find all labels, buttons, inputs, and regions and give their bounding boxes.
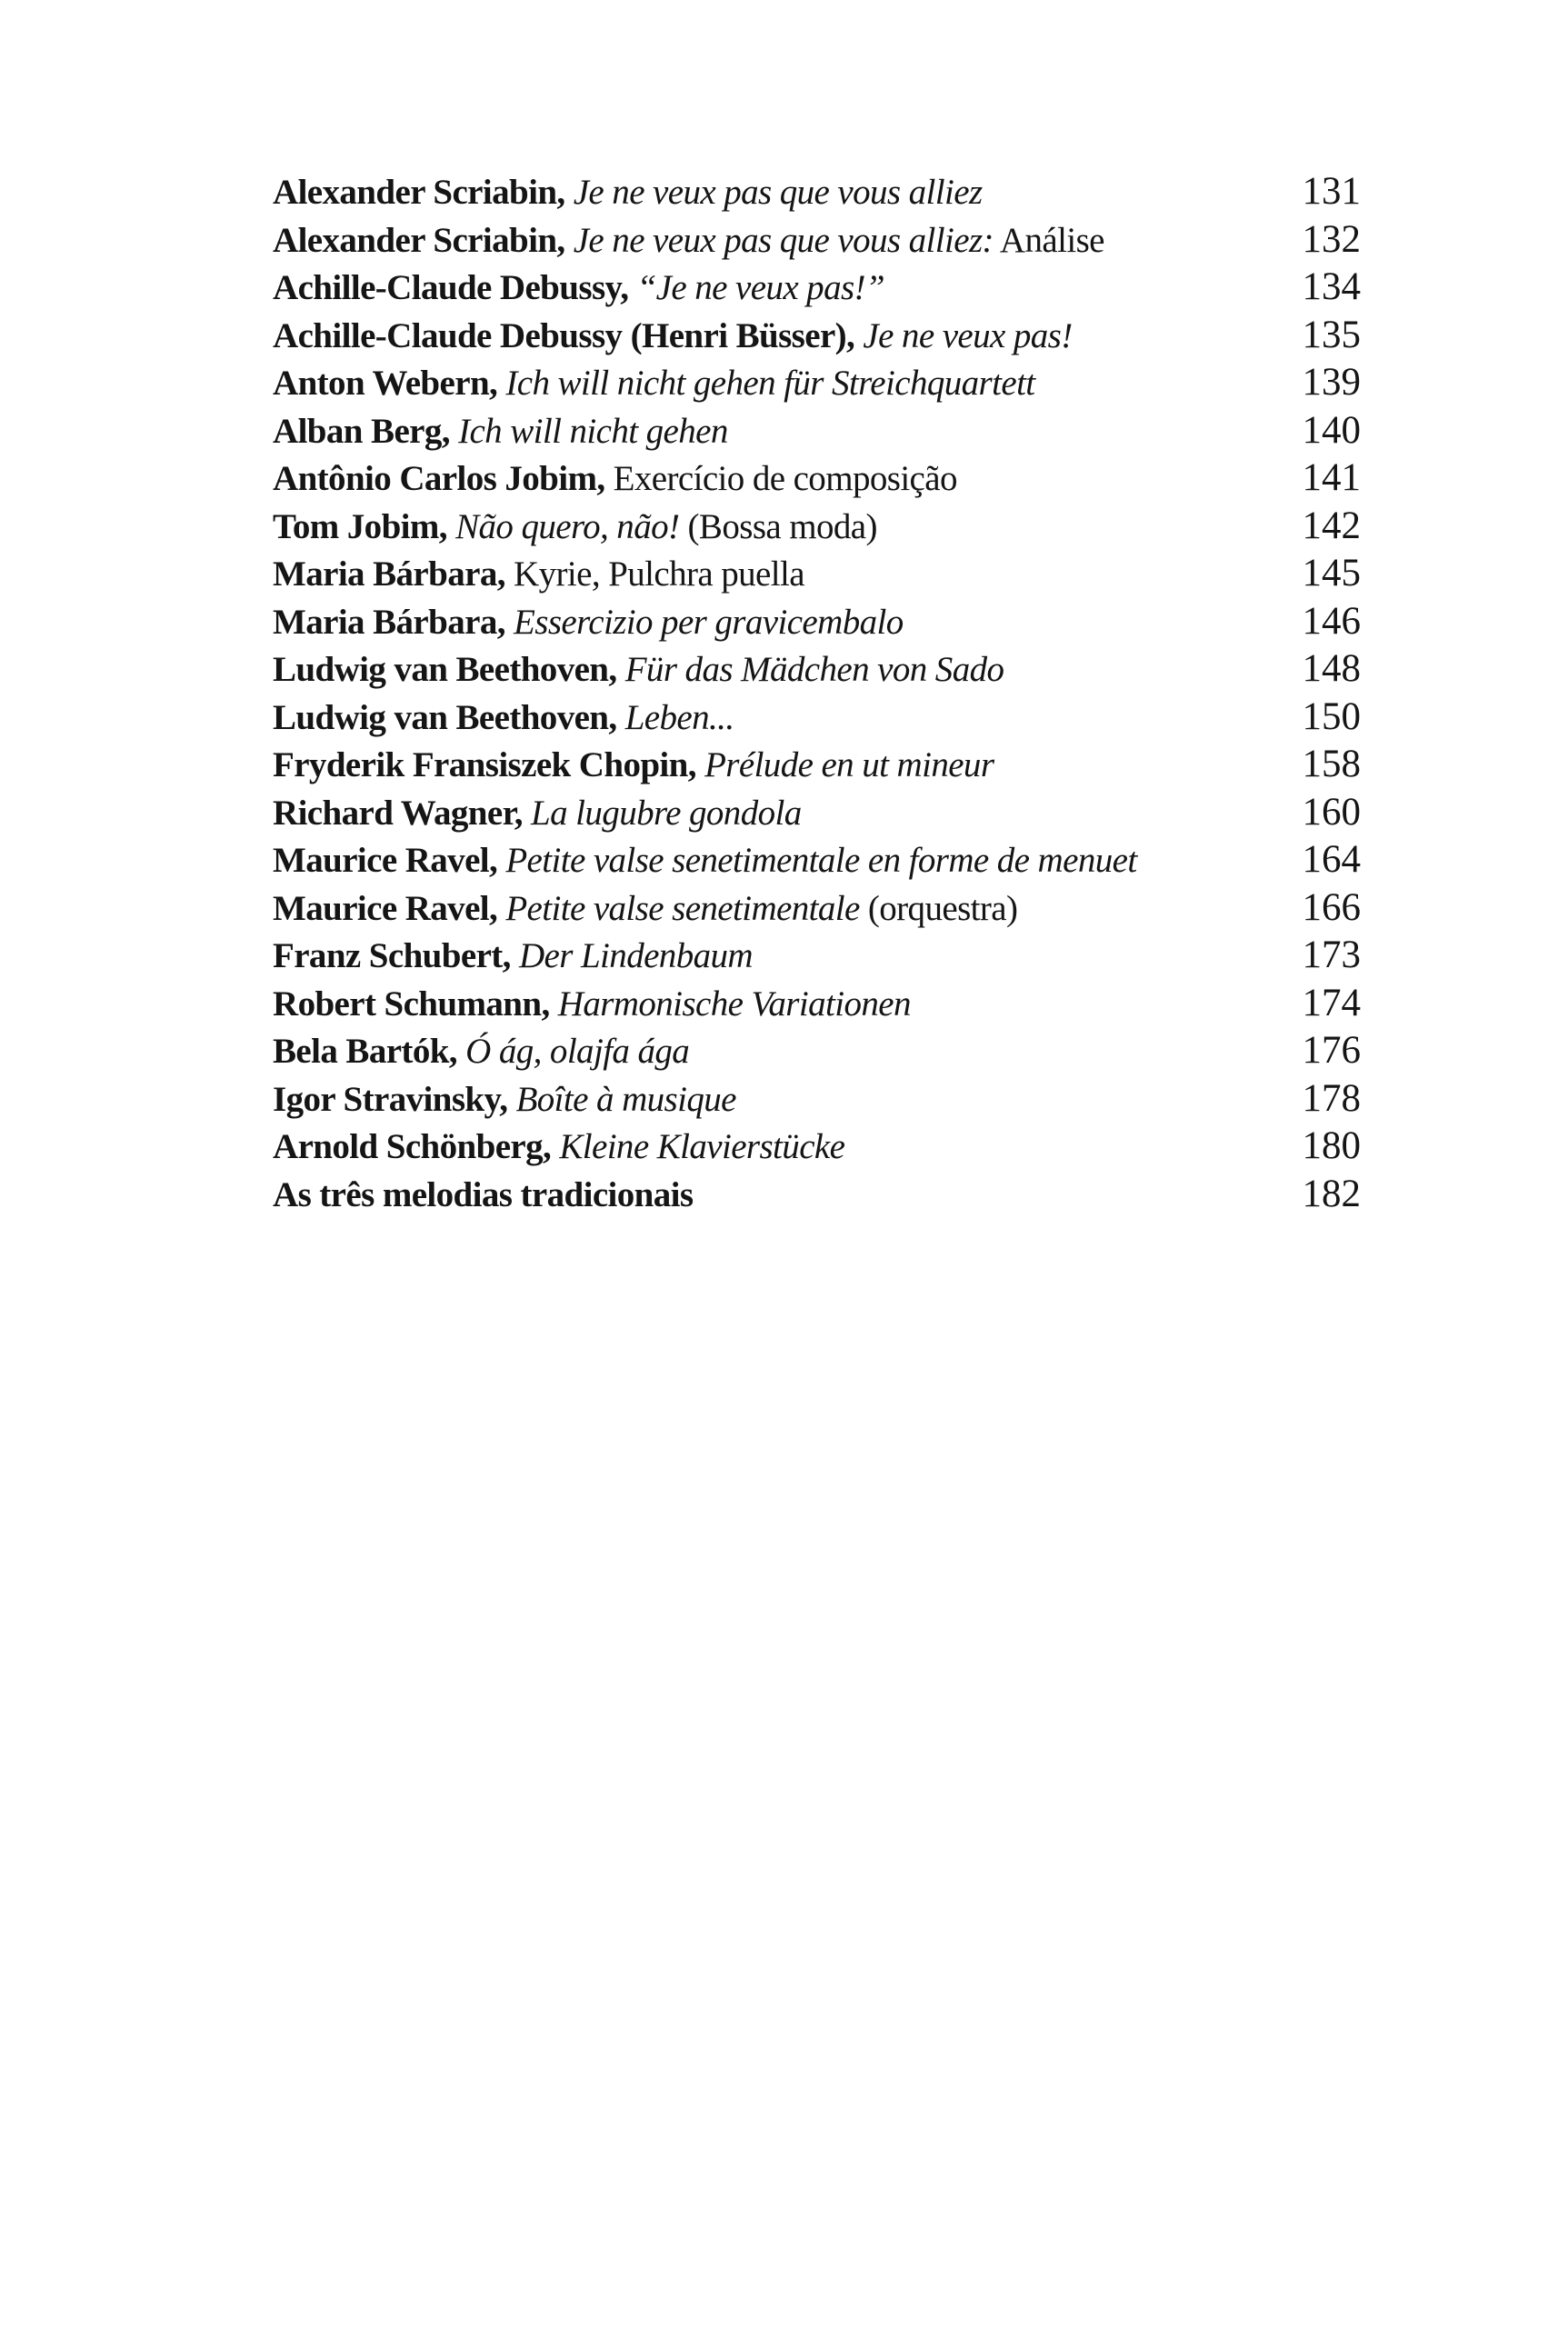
page-number: 132 — [1302, 217, 1361, 261]
page-number: 141 — [1302, 456, 1361, 499]
toc-entry — [273, 265, 1361, 313]
toc-entry — [273, 599, 1361, 647]
toc-entry — [273, 885, 1361, 934]
composer-name: Alexander Scriabin, — [273, 173, 574, 212]
entry-text — [273, 1126, 844, 1167]
entry-text — [273, 840, 1137, 881]
page-number: 164 — [1302, 838, 1361, 881]
toc-entry — [273, 933, 1361, 981]
composer-name: Anton Webern, — [273, 364, 506, 403]
work-title-italic: Der Lindenbaum — [518, 936, 753, 975]
composer-name: Maurice Ravel, — [273, 888, 506, 928]
composer-name: Achille-Claude Debussy, — [273, 268, 637, 307]
toc-entry — [273, 790, 1361, 838]
page-number: 158 — [1302, 743, 1361, 785]
work-title-italic: Prélude en ut mineur — [704, 745, 994, 784]
work-title-italic: Petite valse senetimentale en forme de menuet — [505, 841, 1137, 880]
composer-name: Ludwig van Beethoven, — [273, 697, 625, 737]
entry-text — [273, 411, 728, 452]
entry-text — [273, 220, 1104, 261]
toc-page — [273, 169, 1361, 1219]
work-title-italic: La lugubre gondola — [531, 793, 802, 833]
composer-name: Antônio Carlos Jobim, — [273, 459, 614, 498]
composer-name: Igor Stravinsky, — [273, 1079, 516, 1119]
work-title-roman: (orquestra) — [859, 888, 1018, 928]
page-number: 135 — [1302, 313, 1361, 356]
work-title-italic: Kleine Klavierstücke — [559, 1127, 845, 1166]
toc-entry — [273, 742, 1361, 790]
composer-name: Bela Bartók, — [273, 1032, 466, 1071]
page-number: 142 — [1302, 504, 1361, 547]
toc-entry — [273, 360, 1361, 408]
work-title-italic: Je ne veux pas que vous alliez: — [573, 220, 994, 260]
composer-name: Fryderik Fransiszek Chopin, — [273, 745, 705, 784]
entry-text — [273, 744, 994, 785]
work-title-italic: Não quero, não! — [455, 506, 680, 546]
page-number: 150 — [1302, 694, 1361, 738]
toc-entry — [273, 408, 1361, 456]
page-number: 139 — [1302, 361, 1361, 404]
work-title-italic: Ich will nicht gehen — [458, 411, 728, 451]
entry-text — [273, 363, 1035, 404]
page-number: 131 — [1302, 170, 1361, 213]
page-number: 160 — [1302, 790, 1361, 834]
composer-name: Arnold Schönberg, — [273, 1127, 560, 1166]
composer-name: Robert Schumann, — [273, 984, 558, 1024]
entry-text — [273, 506, 877, 547]
composer-name: Maria Bárbara, — [273, 602, 514, 642]
composer-name: Alban Berg, — [273, 411, 459, 451]
toc-entry — [273, 169, 1361, 217]
entry-text — [273, 172, 983, 213]
toc-entry — [273, 504, 1361, 552]
entry-text — [273, 697, 734, 738]
work-title-italic: Leben... — [624, 697, 734, 737]
work-title-roman: Análise — [993, 220, 1104, 260]
entry-text — [273, 984, 911, 1024]
toc-entry — [273, 694, 1361, 743]
page-number: 166 — [1302, 885, 1361, 929]
work-title-italic: Petite valse senetimentale — [505, 888, 860, 928]
entry-text — [273, 1031, 689, 1072]
page-number: 173 — [1302, 934, 1361, 976]
work-title-italic: Ich will nicht gehen für Streichquartett — [505, 364, 1035, 403]
entry-text — [273, 888, 1017, 929]
entry-text — [273, 554, 804, 594]
entry-text — [273, 602, 904, 643]
toc-entry — [273, 981, 1361, 1029]
entry-text — [273, 793, 802, 834]
entry-text — [273, 1174, 693, 1215]
work-title-italic: Je ne veux pas que vous alliez — [573, 173, 983, 212]
page-number: 146 — [1302, 599, 1361, 643]
page-number: 178 — [1302, 1076, 1361, 1120]
composer-name: Richard Wagner, — [273, 793, 532, 833]
toc-entry — [273, 313, 1361, 361]
work-title-italic: Je ne veux pas! — [863, 315, 1073, 355]
entry-text — [273, 935, 753, 976]
work-title-italic: Essercizio per gravicembalo — [514, 602, 904, 642]
work-title-roman: (Bossa moda) — [679, 506, 877, 546]
work-title-italic: Ó ág, olajfa ága — [465, 1032, 690, 1071]
entry-text — [273, 315, 1073, 356]
entry-text — [273, 1079, 736, 1120]
work-title-italic: Für das Mädchen von Sado — [624, 650, 1004, 689]
toc-entry — [273, 837, 1361, 885]
page-number: 180 — [1302, 1124, 1361, 1167]
work-title-italic: Boîte à musique — [515, 1079, 736, 1119]
page-number: 148 — [1302, 647, 1361, 690]
entry-text — [273, 267, 884, 308]
composer-name: Achille-Claude Debussy (Henri Büsser), — [273, 315, 864, 355]
toc-entry — [273, 1124, 1361, 1172]
composer-name: Ludwig van Beethoven, — [273, 650, 625, 689]
page-number: 145 — [1302, 552, 1361, 594]
composer-name: As três melodias tradicionais — [273, 1174, 694, 1214]
composer-name: Tom Jobim, — [273, 506, 456, 546]
toc-entry — [273, 646, 1361, 694]
page-number: 174 — [1302, 981, 1361, 1024]
page-number: 140 — [1302, 408, 1361, 452]
composer-name: Franz Schubert, — [273, 936, 519, 975]
toc-entry — [273, 1172, 1361, 1220]
entry-text — [273, 649, 1004, 690]
toc-entry — [273, 1076, 1361, 1124]
composer-name: Maria Bárbara, — [273, 554, 514, 594]
work-title-roman: Exercício de composição — [613, 459, 957, 498]
toc-entry — [273, 1028, 1361, 1076]
composer-name: Maurice Ravel, — [273, 841, 506, 880]
page-number: 176 — [1302, 1029, 1361, 1072]
toc-entry — [273, 551, 1361, 599]
work-title-italic: Harmonische Variationen — [557, 984, 911, 1024]
page-number: 134 — [1302, 265, 1361, 308]
toc-entry — [273, 217, 1361, 265]
toc-entry — [273, 455, 1361, 504]
composer-name: Alexander Scriabin, — [273, 220, 574, 260]
work-title-italic: “Je ne veux pas!” — [636, 268, 885, 307]
page-number: 182 — [1302, 1172, 1361, 1215]
entry-text — [273, 458, 957, 499]
work-title-roman: Kyrie, Pulchra puella — [514, 554, 804, 594]
